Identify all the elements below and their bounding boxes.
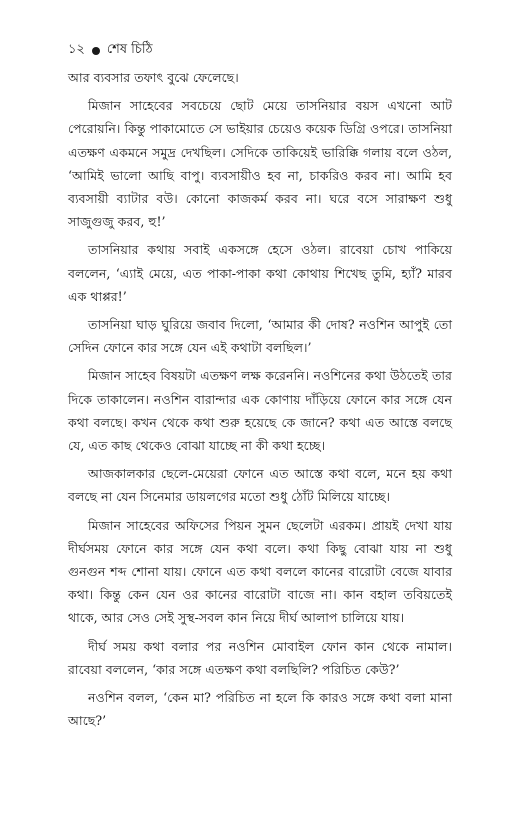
- paragraph: মিজান সাহেবের অফিসের পিয়ন সুমন ছেলেটা এরকম। প্রায়ই দেখা যায় দীর্ঘসময় ফোনে কার সঙ্গে যেন কথা বলে। কথা কিছু বোঝা যায় না শুধু গুনগুন শব্দ শোনা যায়। ফোনে এত কথা বললে কানের বারোটা বেজে যাবার কথা। কিন্তু কেন যেন ওর কানের বারোটা বাজে না। কান বহাল তবিয়তেই থাকে, আর সেও সেই সুস্থ-সবল কান নিয়ে দীর্ঘ আলাপ চালিয়ে যায়।: [68, 517, 452, 626]
- page-body: [68, 66, 452, 737]
- page-number: ১২: [68, 42, 85, 57]
- paragraph: মিজান সাহেব বিষয়টা এতক্ষণ লক্ষ করেননি। নওশিনের কথা উঠতেই তার দিকে তাকালেন। নওশিন বারান্দার এক কোণায় দাঁড়িয়ে ফোনে কার সঙ্গে যেন কথা বলছে। কখন থেকে কথা শুরু হয়েছে কে জানে? কথা এত আস্তে বলছে যে, এত কাছ থেকেও বোঝা যাচ্ছে না কী কথা হচ্ছে।: [68, 368, 452, 454]
- paragraph: তাসনিয়ার কথায় সবাই একসঙ্গে হেসে ওঠল। রাবেয়া চোখ পাকিয়ে বললেন, ‘এ্যাই মেয়ে, এত পাকা-পাকা কথা কোথায় শিখেছ তুমি, হ্যাঁ? মারব এক থাপ্পর!’: [68, 242, 452, 304]
- paragraph: নওশিন বলল, ‘কেন মা? পরিচিত না হলে কি কারও সঙ্গে কথা বলা মানা আছে?’: [68, 690, 452, 729]
- chapter-title: শেষ চিঠি: [106, 42, 153, 57]
- paragraph: তাসনিয়া ঘাড় ঘুরিয়ে জবাব দিলো, ‘আমার কী দোষ? নওশিন আপুই তো সেদিন ফোনে কার সঙ্গে যেন এই কথাটা বলছিল।’: [68, 317, 452, 356]
- paragraph: দীর্ঘ সময় কথা বলার পর নওশিন মোবাইল ফোন কান থেকে নামাল। রাবেয়া বললেন, ‘কার সঙ্গে এতক্ষণ কথা বলছিলি? পরিচিত কেউ?’: [68, 638, 452, 677]
- paragraph: মিজান সাহেবের সবচেয়ে ছোট মেয়ে তাসনিয়ার বয়স এখনো আট পেরোয়নি। কিন্তু পাকামোতে সে ভাইয়ার চেয়েও কয়েক ডিগ্রি ওপরে। তাসনিয়া এতক্ষণ একমনে সমুদ্র দেখছিল। সেদিকে তাকিয়েই ভারিক্কি গলায় বলে ওঠল, ‘আমিই ভালো আছি বাপু। ব্যবসায়ীও হব না, চাকরিও করব না। আমি হব ব্যবসায়ী ব্যাটার বউ। কোনো কাজকর্ম করব না। ঘরে বসে সারাক্ষণ শুধু সাজুগুজু করব, হু!’: [68, 98, 452, 230]
- running-header: [68, 40, 153, 61]
- paragraph: আজকালকার ছেলে-মেয়েরা ফোনে এত আস্তে কথা বলে, মনে হয় কথা বলছে না যেন সিনেমার ডায়লগের মতো শুধু ঠোঁট মিলিয়ে যাচ্ছে।: [68, 466, 452, 505]
- bullet-icon: [92, 47, 100, 55]
- paragraph: আর ব্যবসার তফাৎ বুঝে ফেলেছে।: [68, 70, 239, 85]
